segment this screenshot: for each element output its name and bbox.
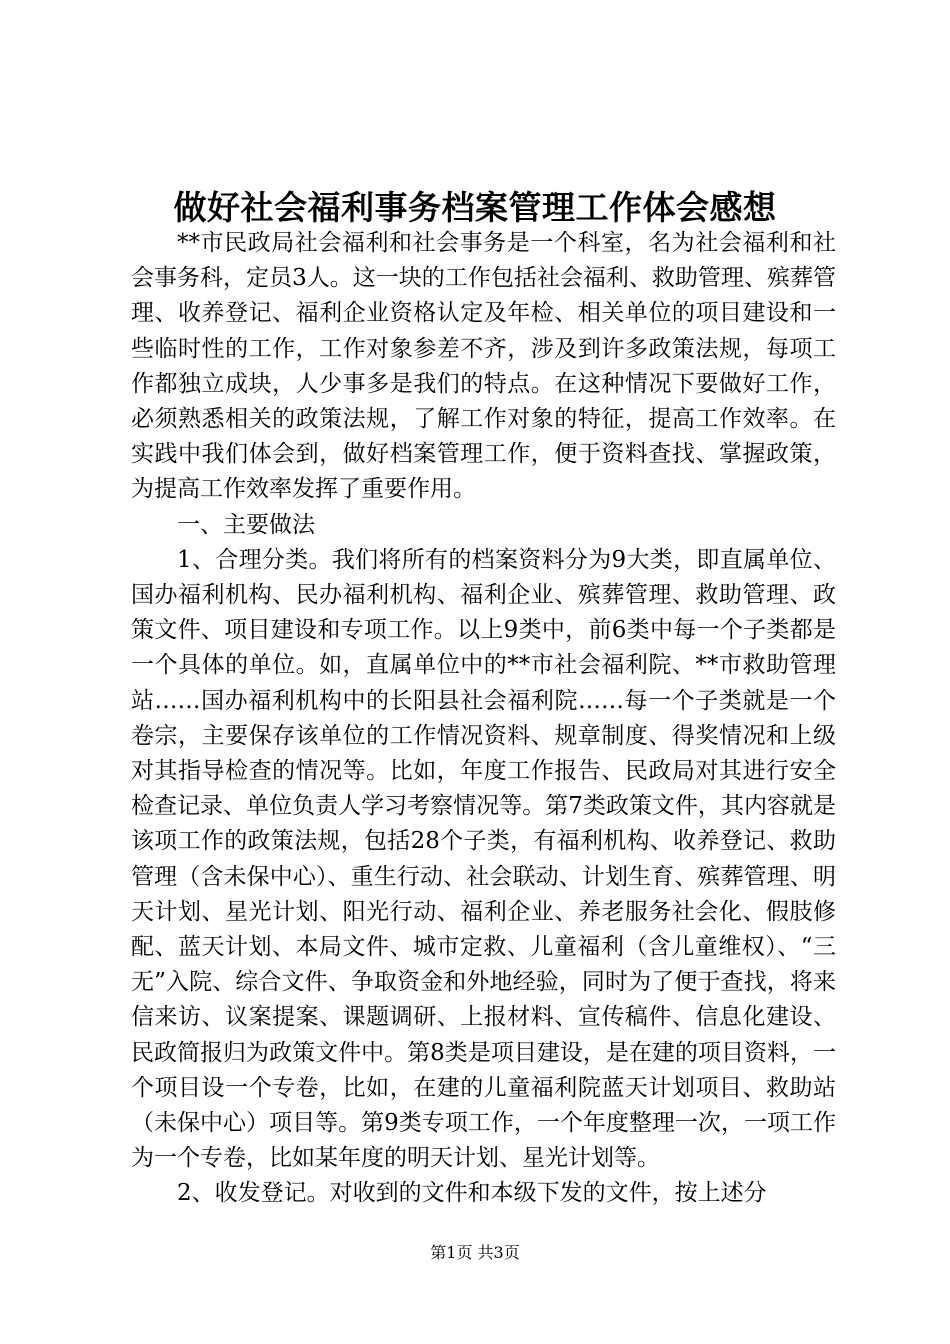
document-title: 做好社会福利事务档案管理工作体会感想 [173, 188, 777, 227]
paragraph-registration: 2、收发登记。对收到的文件和本级下发的文件，按上述分 [177, 1180, 767, 1207]
page-number-footer: 第1页 共3页 [430, 1243, 520, 1262]
paragraph-classification: 1、合理分类。我们将所有的档案资料分为9大类，即直属单位、国办福利机构、民办福利机构、福利企业、殡葬管理、救助管理、政策文件、项目建设和专项工作。以上9类中，前6类中每一个子类都是一个具体的单位。如，直属单位中的**市社会福利院、**市救助管理站……国办福利机构中的长阳县社会福利院……每一个子类就是一个卷宗，主要保存该单位的工作情况资料、规章制度、得奖情况和上级对其指导检查的情况等。比如，年度工作报告、民政局对其进行安全检查记录、单位负责人学习考察情况等。第7类政策文件，其内容就是该项工作的政策法规，包括28个子类，有福利机构、收养登记、救助管理（含未保中心）、重生行动、社会联动、计划生育、殡葬管理、明天计划、星光计划、阳光行动、福利企业、养老服务社会化、假肢修配、蓝天计划、本局文件、城市定救、儿童福利（含儿童维权）、“三无”入院、综合文件、争取资金和外地经验，同时为了便于查找，将来信来访、议案提案、课题调研、上报材料、宣传稿件、信息化建设、民政简报归为政策文件中。第8类是项目建设，是在建的项目资料，一个项目设一个专卷，比如，在建的儿童福利院蓝天计划项目、救助站（未保中心）项目等。第9类专项工作，一个年度整理一次，一项工作为一个专卷，比如某年度的明天计划、星光计划等。 [131, 546, 836, 1172]
section-heading: 一、主要做法 [177, 511, 315, 538]
document-body [131, 226, 836, 1212]
paragraph-intro: **市民政局社会福利和社会事务是一个科室，名为社会福利和社会事务科，定员3人。这一块的工作包括社会福利、救助管理、殡葬管理、收养登记、福利企业资格认定及年检、相关单位的项目建设和一些临时性的工作，工作对象参差不齐，涉及到许多政策法规，每项工作都独立成块，人少事多是我们的特点。在这种情况下要做好工作，必须熟悉相关的政策法规，了解工作对象的特征，提高工作效率。在实践中我们体会到，做好档案管理工作，便于资料查找、掌握政策，为提高工作效率发挥了重要作用。 [131, 230, 836, 503]
